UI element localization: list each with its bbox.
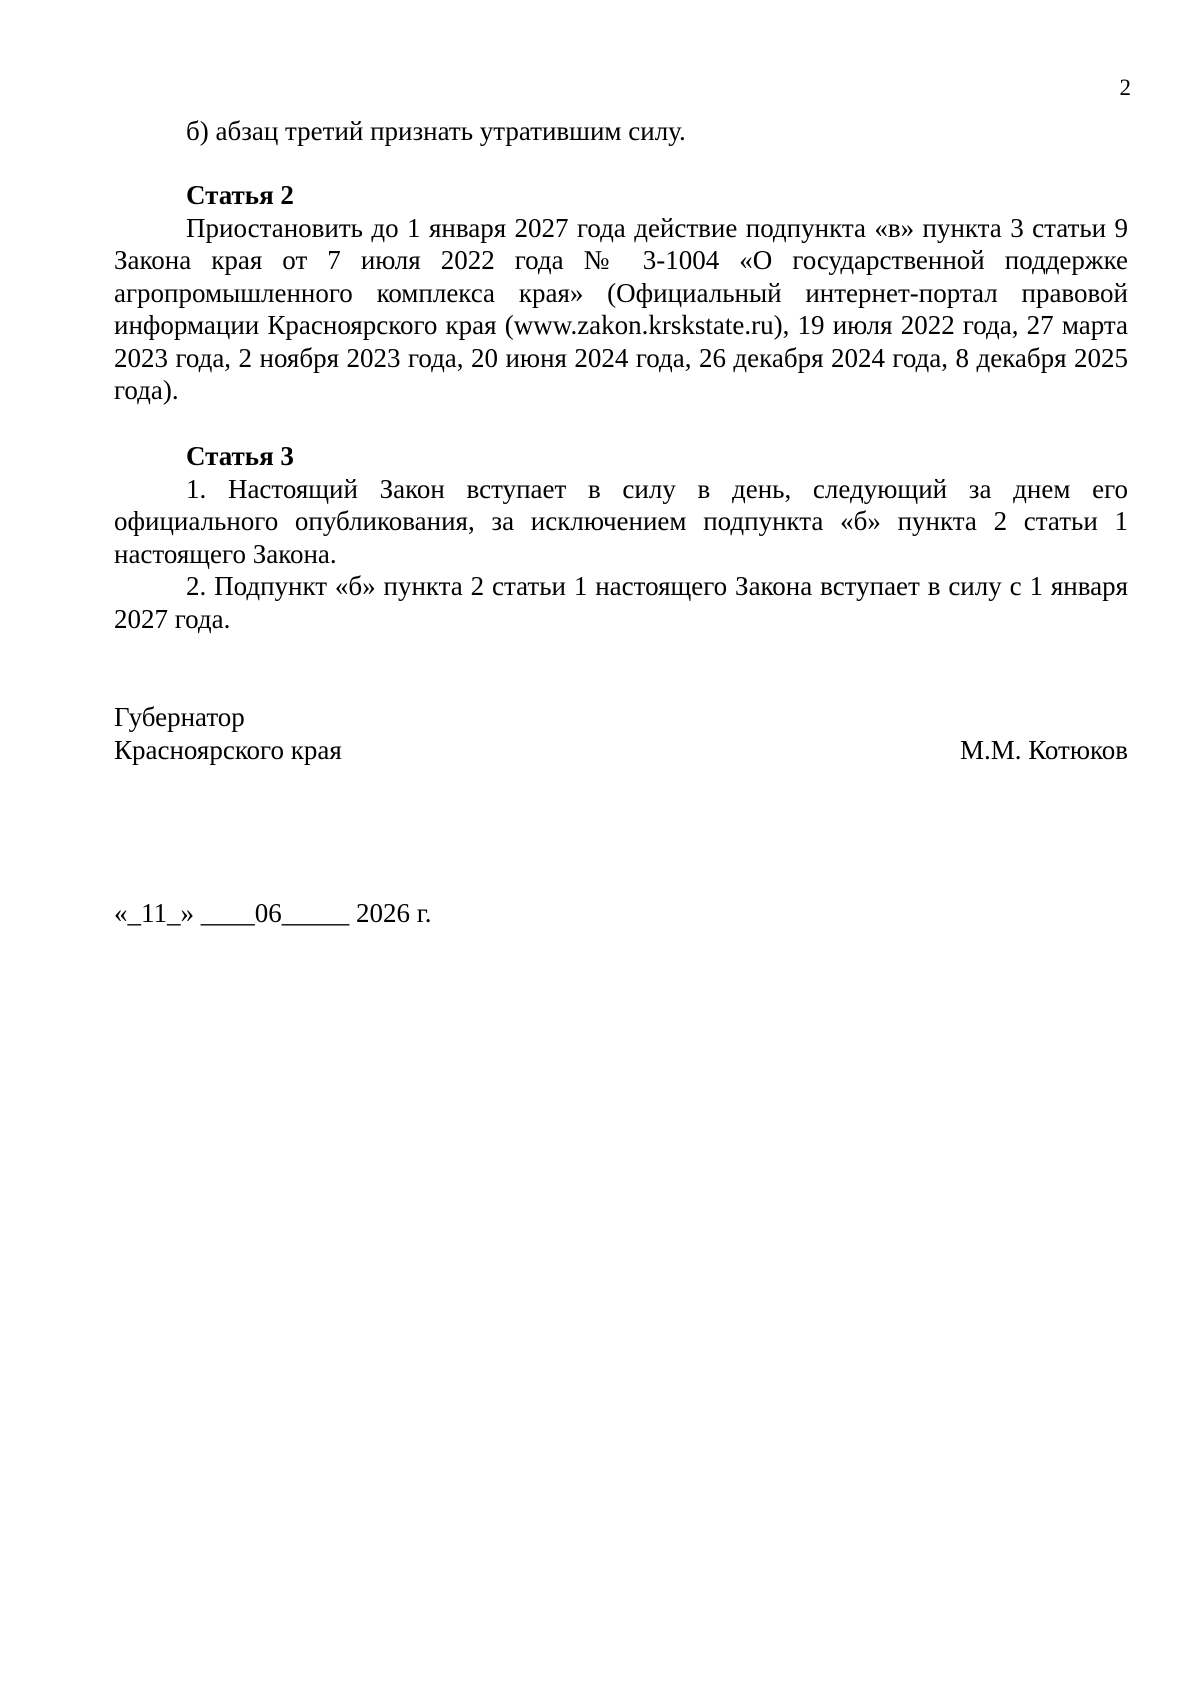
paragraph-b-text: б) абзац третий признать утратившим силу. bbox=[186, 116, 686, 146]
signature-position-line-1: Губернатор bbox=[114, 702, 245, 732]
article-3-item-2: 2. Подпункт «б» пункта 2 статьи 1 настоящего Закона вступает в силу с 1 января 2027 года. bbox=[114, 571, 1128, 634]
signing-date: «_11_» ____06_____ 2026 г. bbox=[114, 898, 432, 928]
signature-row bbox=[114, 734, 1128, 767]
page-number: 2 bbox=[1119, 75, 1131, 100]
paragraph-b bbox=[114, 115, 1128, 148]
article-2-text: Приостановить до 1 января 2027 года действие подпункта «в» пункта 3 статьи 9 Закона края от 7 июля 2022 года № 3-1004 «О государственной поддержке агропромышленного комплекса края» (Официальный интернет-портал правовой информации Красноярского края (www.zakon.krskstate.ru), 19 июля 2022 года, 27 марта 2023 года, 2 ноября 2023 года, 20 июня 2024 года, 26 декабря 2024 года, 8 декабря 2025 года). bbox=[114, 212, 1128, 405]
article-2-title: Статья 2 bbox=[186, 180, 294, 210]
article-3-title: Статья 3 bbox=[186, 441, 294, 471]
signature-block bbox=[114, 701, 1128, 766]
article-3-item-1: 1. Настоящий Закон вступает в силу в день, следующий за днем его официального опубликования, за исключением подпункта «б» пункта 2 статьи 1 настоящего Закона. bbox=[114, 473, 1128, 569]
article-3-section bbox=[114, 440, 1128, 635]
article-2-section bbox=[114, 179, 1128, 407]
signatory-name: М.М. Котюков bbox=[959, 734, 1128, 765]
signature-position-line-2: Красноярского края bbox=[114, 734, 342, 765]
